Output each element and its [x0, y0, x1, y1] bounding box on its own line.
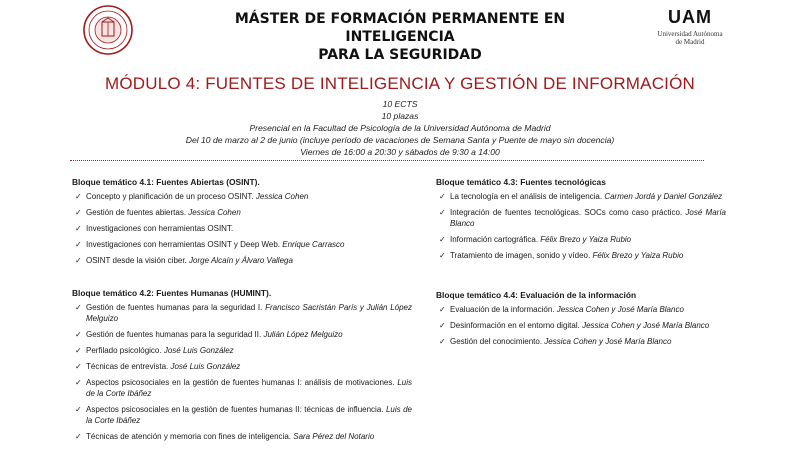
- item-author: Luis de la Corte Ibáñez: [86, 378, 412, 398]
- item-author: Carmen Jordá y Daniel González: [604, 192, 723, 201]
- item-text: Tratamiento de imagen, sonido y vídeo.: [450, 251, 593, 260]
- item-author: José Luis González: [170, 362, 241, 371]
- item-text: Información cartográfica.: [450, 235, 541, 244]
- checkmark-icon: ✓: [75, 192, 82, 201]
- item-author: Jessica Cohen y José María Blanco: [582, 321, 710, 330]
- item-text: La tecnología en el análisis de inteligencia.: [450, 192, 605, 201]
- block-title: Bloque temático 4.3: Fuentes tecnológicas: [436, 177, 606, 187]
- list-item: [436, 191, 726, 202]
- block-4-2: [72, 288, 412, 447]
- item-text: Concepto y planificación de un proceso OSINT.: [86, 192, 256, 201]
- block-4-3: [436, 177, 726, 266]
- item-author: Jessica Cohen: [255, 192, 309, 201]
- checkmark-icon: ✓: [75, 256, 82, 265]
- checkmark-icon: ✓: [439, 192, 446, 201]
- list-item: [72, 431, 412, 442]
- checkmark-icon: ✓: [75, 432, 82, 441]
- item-author: Félix Brezo y Yaiza Rubio: [592, 251, 684, 260]
- program-title: [180, 10, 620, 64]
- list-item: [436, 207, 726, 229]
- module-info-schedule: Viernes de 16:00 a 20:30 y sábados de 9:30 a 14:00: [300, 147, 500, 157]
- item-author: José María Blanco: [450, 208, 726, 228]
- block-4-1: [72, 177, 372, 271]
- list-item: [72, 302, 412, 324]
- item-text: Investigaciones con herramientas OSINT.: [86, 224, 234, 233]
- list-item: [72, 404, 412, 426]
- checkmark-icon: ✓: [439, 337, 446, 346]
- item-author: Jessica Cohen y José María Blanco: [544, 337, 672, 346]
- item-author: Francisco Sacristán París y Julián López Melguizo: [86, 303, 412, 323]
- list-item: [436, 336, 726, 347]
- uam-logo-mark: UAM: [668, 7, 712, 27]
- item-author: Enrique Carrasco: [282, 240, 345, 249]
- list-item: [436, 250, 726, 261]
- item-text: OSINT desde la visión ciber.: [86, 256, 190, 265]
- list-item: [72, 329, 412, 340]
- checkmark-icon: ✓: [75, 405, 82, 414]
- checkmark-icon: ✓: [439, 235, 446, 244]
- list-item: [72, 223, 372, 234]
- module-info-location: Presencial en la Facultad de Psicología de la Universidad Autónoma de Madrid: [249, 123, 551, 133]
- checkmark-icon: ✓: [75, 208, 82, 217]
- module-info-ects: 10 ECTS: [382, 99, 418, 109]
- item-text: Integración de fuentes tecnológicas. SOCs como caso práctico.: [450, 208, 686, 217]
- item-text: Investigaciones con herramientas OSINT y Deep Web.: [86, 240, 283, 249]
- item-author: Luis de la Corte Ibáñez: [86, 405, 412, 425]
- item-text: Gestión de fuentes humanas para la seguridad I.: [86, 303, 266, 312]
- module-info: [110, 98, 690, 158]
- block-items: [436, 304, 726, 347]
- item-text: Técnicas de atención y memoria con fines de inteligencia.: [86, 432, 294, 441]
- item-author: José Luis González: [163, 346, 234, 355]
- list-item: [72, 345, 412, 356]
- block-items: [72, 191, 372, 266]
- item-author: Sara Pérez del Notario: [293, 432, 375, 441]
- list-item: [72, 361, 412, 372]
- block-items: [436, 191, 726, 261]
- module-info-dates: Del 10 de marzo al 2 de junio (incluye período de vacaciones de Semana Santa y Puente de mayo sin docencia): [185, 135, 615, 145]
- uam-logo: [652, 8, 728, 46]
- checkmark-icon: ✓: [75, 330, 82, 339]
- checkmark-icon: ✓: [75, 224, 82, 233]
- list-item: [436, 320, 726, 331]
- list-item: [72, 377, 412, 399]
- item-author: Jessica Cohen: [188, 208, 241, 217]
- item-author: Félix Brezo y Yaiza Rubio: [540, 235, 632, 244]
- uam-name-line2: de Madrid: [675, 38, 705, 46]
- checkmark-icon: ✓: [75, 362, 82, 371]
- module-info-places: 10 plazas: [381, 111, 419, 121]
- list-item: [72, 255, 372, 266]
- item-author: Jorge Alcaín y Álvaro Vallega: [189, 256, 293, 265]
- item-author: Jessica Cohen y José María Blanco: [556, 305, 684, 314]
- checkmark-icon: ✓: [439, 251, 446, 260]
- checkmark-icon: ✓: [75, 378, 82, 387]
- university-seal-icon: [82, 4, 134, 56]
- block-title: Bloque temático 4.4: Evaluación de la información: [436, 290, 637, 300]
- item-text: Perfilado psicológico.: [86, 346, 164, 355]
- section-divider: [70, 160, 704, 161]
- uam-logo-name: [652, 30, 728, 46]
- uam-name-line1: Universidad Autónoma: [657, 30, 723, 38]
- program-title-line2: PARA LA SEGURIDAD: [318, 47, 482, 63]
- block-title: Bloque temático 4.1: Fuentes Abiertas (OSINT).: [72, 177, 260, 187]
- item-text: Desinformación en el entorno digital.: [450, 321, 583, 330]
- checkmark-icon: ✓: [75, 303, 82, 312]
- item-text: Aspectos psicosociales en la gestión de fuentes humanas II: técnicas de influencia.: [86, 405, 386, 414]
- item-text: Gestión de fuentes humanas para la seguridad II.: [86, 330, 264, 339]
- checkmark-icon: ✓: [439, 208, 446, 217]
- block-title: Bloque temático 4.2: Fuentes Humanas (HUMINT).: [72, 288, 272, 298]
- module-title: MÓDULO 4: FUENTES DE INTELIGENCIA Y GESTIÓN DE INFORMACIÓN: [104, 74, 695, 93]
- block-4-4: [436, 290, 726, 352]
- list-item: [436, 234, 726, 245]
- checkmark-icon: ✓: [439, 305, 446, 314]
- item-text: Gestión del conocimiento.: [450, 337, 545, 346]
- list-item: [72, 191, 372, 202]
- item-author: Julián López Melguizo: [263, 330, 343, 339]
- item-text: Técnicas de entrevista.: [86, 362, 171, 371]
- block-items: [72, 302, 412, 442]
- checkmark-icon: ✓: [75, 346, 82, 355]
- item-text: Gestión de fuentes abiertas.: [86, 208, 189, 217]
- item-text: Evaluación de la información.: [450, 305, 557, 314]
- item-text: Aspectos psicosociales en la gestión de fuentes humanas I: análisis de motivaciones.: [86, 378, 398, 387]
- list-item: [436, 304, 726, 315]
- list-item: [72, 207, 372, 218]
- program-title-line1: MÁSTER DE FORMACIÓN PERMANENTE EN INTELIGENCIA: [234, 11, 566, 45]
- checkmark-icon: ✓: [75, 240, 82, 249]
- checkmark-icon: ✓: [439, 321, 446, 330]
- list-item: [72, 239, 372, 250]
